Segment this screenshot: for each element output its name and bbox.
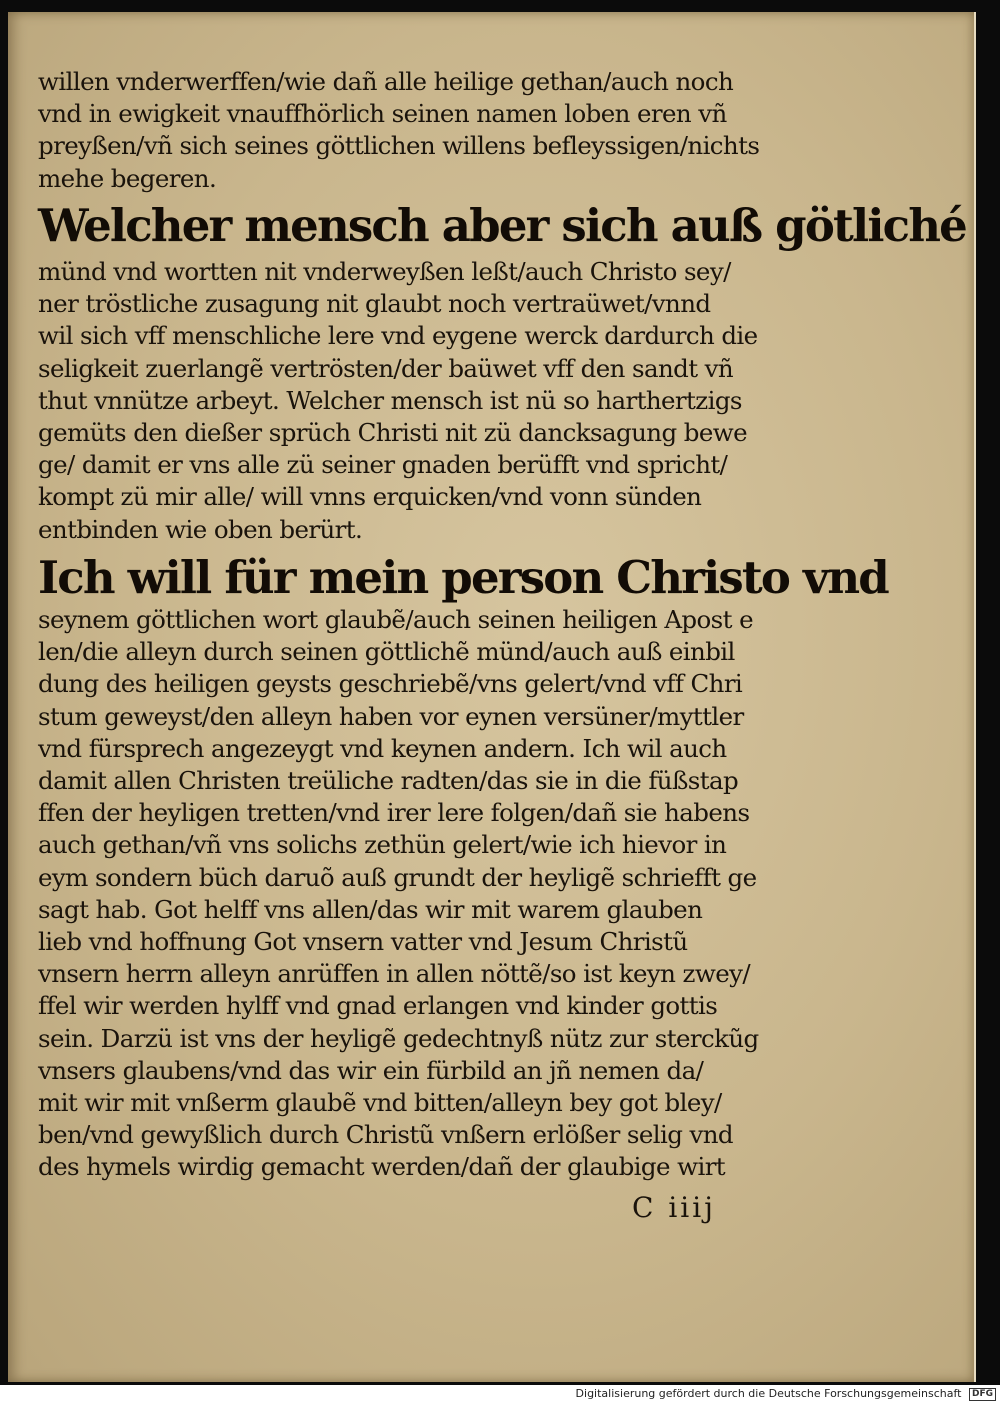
text-line: münd vnd wortten nit vnderweyßen leßt/auch Christo sey/ bbox=[38, 257, 731, 286]
text-line: seynem göttlichen wort glaubẽ/auch seinen heiligen Apost e bbox=[38, 605, 753, 634]
text-line: ben/vnd gewyßlich durch Christũ vnßern erlößer selig vnd bbox=[38, 1120, 733, 1150]
text-line: auch gethan/vñ vns solichs zethün gelert/wie ich hievor in bbox=[38, 830, 727, 860]
text-line: vnsers glaubens/vnd das wir ein fürbild an jñ nemen da/ bbox=[38, 1055, 704, 1085]
text-line: vnd fürsprech angezeygt vnd keynen andern. Ich wil auch bbox=[38, 733, 727, 763]
text-line: entbinden wie oben berürt. bbox=[38, 514, 363, 544]
text-line: sein. Darzü ist vns der heyligẽ gedechtnyß nütz zur sterckũg bbox=[38, 1023, 759, 1053]
text-line: ffel wir werden hylff vnd gnad erlangen vnd kinder gottis bbox=[38, 991, 718, 1021]
text-line: kompt zü mir alle/ will vnns erquicken/vnd vonn sünden bbox=[38, 482, 702, 512]
text-line: seligkeit zuerlangẽ vertrösten/der baüwet vff den sandt vñ bbox=[38, 353, 734, 383]
text-line: dung des heiligen geysts geschriebẽ/vns gelert/vnd vff Chri bbox=[38, 669, 743, 699]
text-line: gemüts den dießer sprüch Christi nit zü dancksagung bewe bbox=[38, 418, 747, 447]
text-line: ge/ damit er vns alle zü seiner gnaden berüfft vnd spricht/ bbox=[38, 450, 728, 480]
dfg-logo: DFG bbox=[969, 1388, 996, 1401]
text-line: sagt hab. Got helff vns allen/das wir mit warem glauben bbox=[38, 894, 703, 924]
text-line: lieb vnd hoffnung Got vnsern vatter vnd Jesum Christũ bbox=[38, 927, 688, 956]
text-line: vnd in ewigkeit vnauffhörlich seinen namen loben eren vñ bbox=[38, 99, 727, 129]
text-line: vnsern herrn alleyn anrüffen in allen nöttẽ/so ist keyn zwey/ bbox=[38, 959, 751, 989]
text-line: damit allen Christen treüliche radten/das sie in die füßstap bbox=[38, 766, 739, 795]
text-line: stum geweyst/den alleyn haben vor eynen versüner/myttler bbox=[38, 701, 744, 731]
text-line: ffen der heyligen tretten/vnd irer lere folgen/dañ sie habens bbox=[38, 798, 750, 828]
text-line: preyßen/vñ sich seines göttlichen willens befleyssigen/nichts bbox=[38, 131, 760, 161]
section-heading: Ich will für mein person Christo vnd bbox=[38, 551, 888, 604]
text-line: mit wir mit vnßerm glaubẽ vnd bitten/alleyn bey got bley/ bbox=[38, 1088, 722, 1117]
text-line: willen vnderwerffen/wie dañ alle heilige gethan/auch noch bbox=[38, 67, 734, 96]
funding-note: Digitalisierung gefördert durch die Deutsche Forschungsgemeinschaft bbox=[575, 1387, 962, 1400]
text-line: eym sondern büch daruõ auß grundt der heyligẽ schriefft ge bbox=[38, 862, 757, 892]
text-line: mehe begeren. bbox=[38, 163, 217, 193]
text-line: des hymels wirdig gemacht werden/dañ der glaubige wirt bbox=[38, 1152, 726, 1182]
text-line: ner tröstliche zusagung nit glaubt noch vertraüwet/vnnd bbox=[38, 289, 711, 319]
text-line: len/die alleyn durch seinen göttlichẽ münd/auch auß einbil bbox=[38, 637, 735, 667]
section-heading: Welcher mensch aber sich auß götliché bbox=[38, 199, 966, 252]
signature-mark: C iiij bbox=[632, 1191, 716, 1224]
text-line: wil sich vff menschliche lere vnd eygene werck dardurch die bbox=[38, 321, 758, 351]
text-line: thut vnnütze arbeyt. Welcher mensch ist nü so harthertzigs bbox=[38, 385, 742, 415]
footer-strip bbox=[0, 1386, 1000, 1402]
